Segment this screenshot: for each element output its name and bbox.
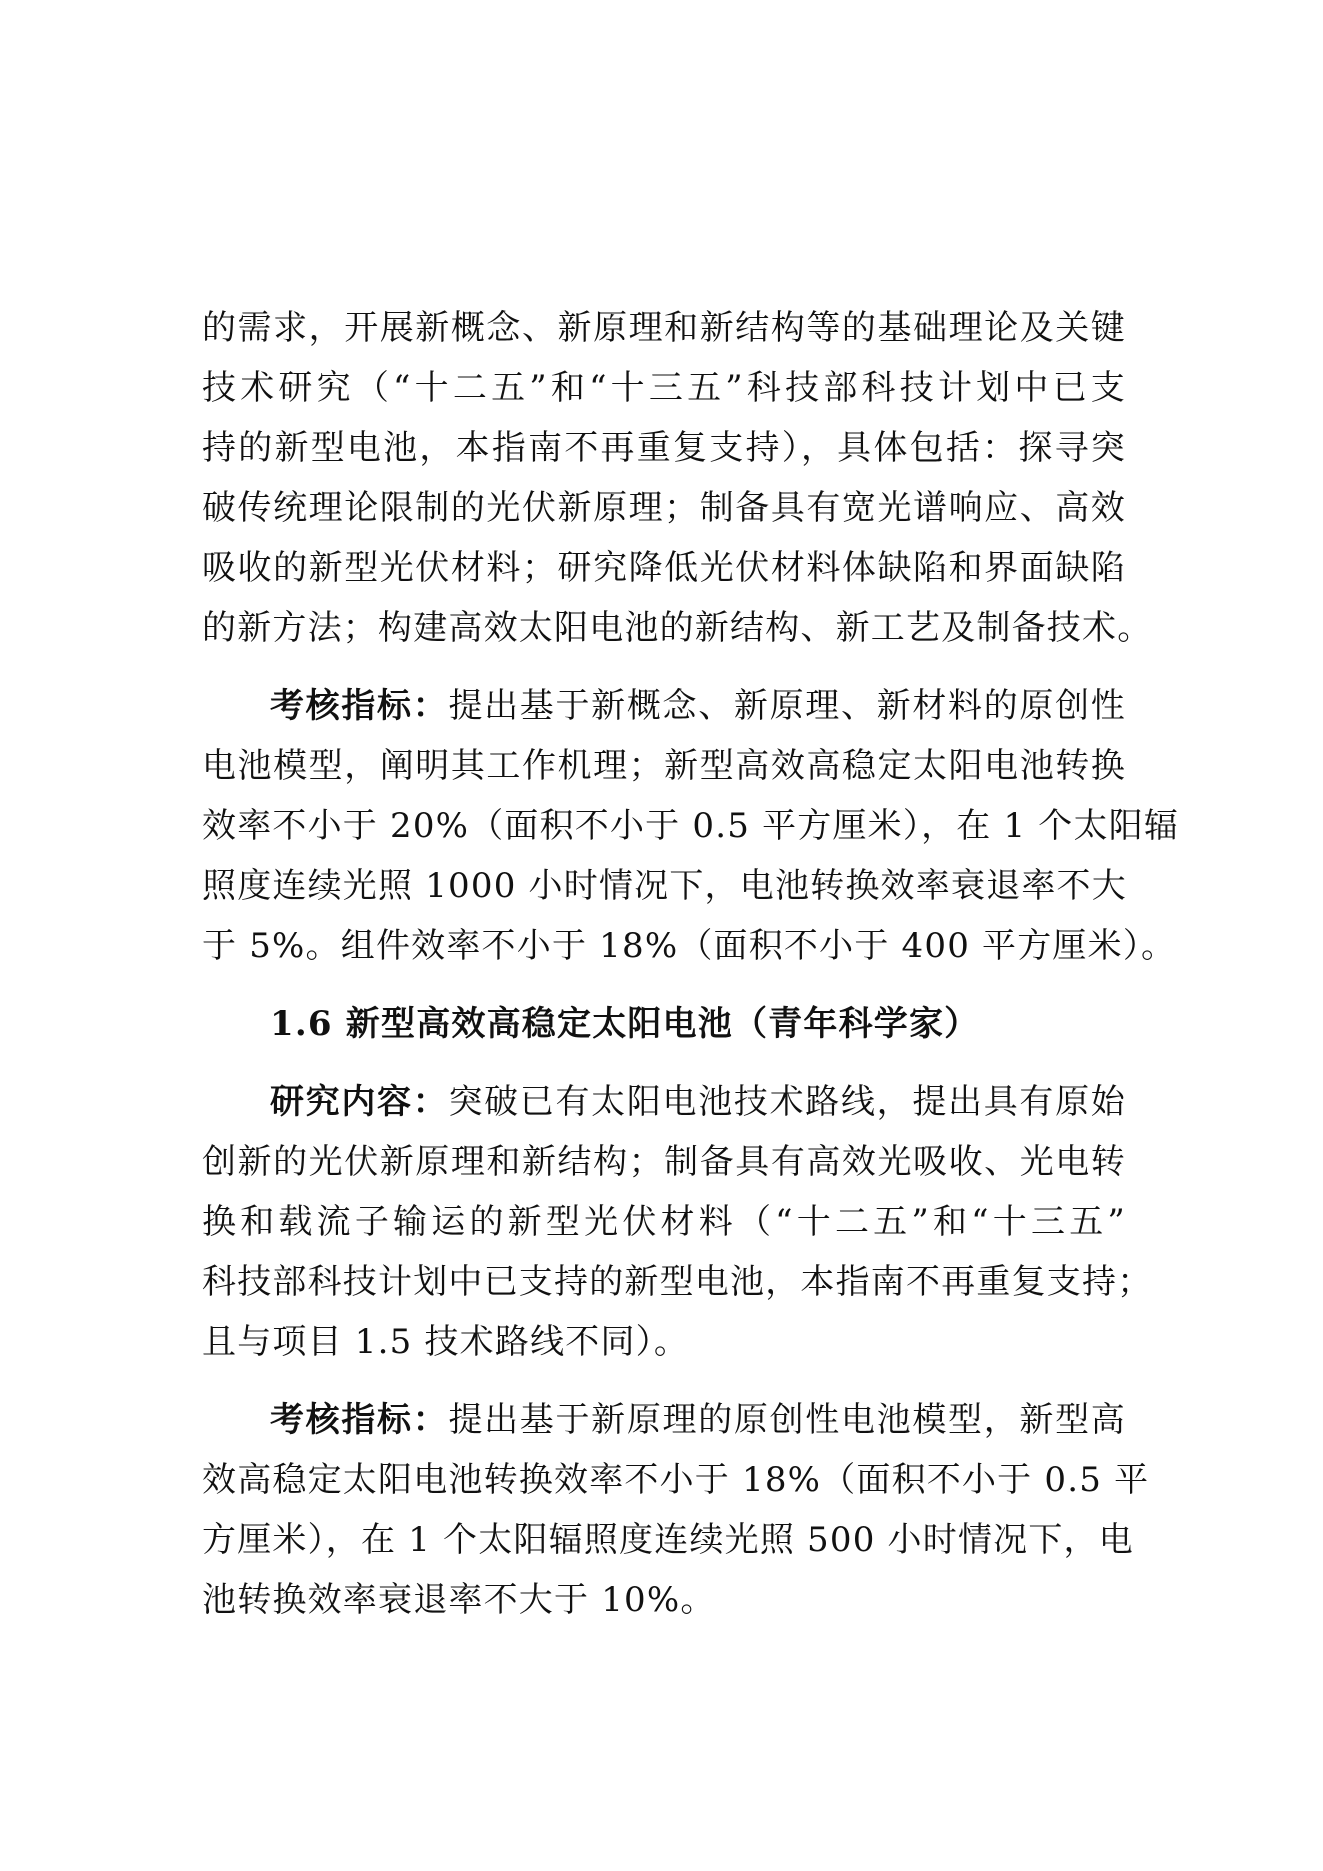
text-line: 效高稳定太阳电池转换效率不小于 18%（面积不小于 0.5 平 [202,1460,1150,1500]
text-line: 的新方法；构建高效太阳电池的新结构、新工艺及制备技术。 [202,608,1153,648]
text-line: 效率不小于 20%（面积不小于 0.5 平方厘米），在 1 个太阳辐 [202,806,1180,846]
text-line: 科技部科技计划中已支持的新型电池，本指南不再重复支持； [202,1262,1153,1302]
text-line: 技术研究（“十二五”和“十三五”科技部科技计划中已支 [202,368,1126,408]
document-body [202,298,1180,1630]
text-line: 换和载流子输运的新型光伏材料（“十二五”和“十三五” [202,1202,1126,1242]
text-line: 吸收的新型光伏材料；研究降低光伏材料体缺陷和界面缺陷 [202,548,1126,588]
text-line: 池转换效率衰退率不大于 10%。 [202,1580,716,1620]
text-line [202,1390,1126,1450]
text-line: 方厘米），在 1 个太阳辐照度连续光照 500 小时情况下，电 [202,1520,1134,1560]
text-run: 提出基于新原理的原创性电池模型，新型高 [448,1400,1126,1440]
text-line [202,1072,1126,1132]
text-run: 突破已有太阳电池技术路线，提出具有原始 [448,1082,1126,1122]
text-run: 提出基于新概念、新原理、新材料的原创性 [448,686,1126,726]
paragraph-research-content [202,1072,1153,1372]
text-line: 破传统理论限制的光伏新原理；制备具有宽光谱响应、高效 [202,488,1126,528]
paragraph-label: 研究内容： [270,1082,449,1122]
text-line: 照度连续光照 1000 小时情况下，电池转换效率衰退率不大 [202,866,1127,906]
text-line: 持的新型电池，本指南不再重复支持），具体包括：探寻突 [202,428,1126,468]
section-heading-text: 1.6 新型高效高稳定太阳电池（青年科学家） [270,1004,980,1044]
text-line: 且与项目 1.5 技术路线不同）。 [202,1322,690,1362]
paragraph-research-content-continued [202,298,1153,658]
text-line: 于 5%。组件效率不小于 18%（面积不小于 400 平方厘米）。 [202,926,1177,966]
paragraph-label: 考核指标： [270,686,449,726]
text-line [202,676,1126,736]
paragraph-assessment-indicators-1 [202,676,1180,976]
section-heading [202,994,1126,1054]
text-line: 创新的光伏新原理和新结构；制备具有高效光吸收、光电转 [202,1142,1126,1182]
text-line: 的需求，开展新概念、新原理和新结构等的基础理论及关键 [202,308,1126,348]
text-line: 电池模型，阐明其工作机理；新型高效高稳定太阳电池转换 [202,746,1126,786]
paragraph-assessment-indicators-2 [202,1390,1150,1630]
paragraph-label: 考核指标： [270,1400,449,1440]
